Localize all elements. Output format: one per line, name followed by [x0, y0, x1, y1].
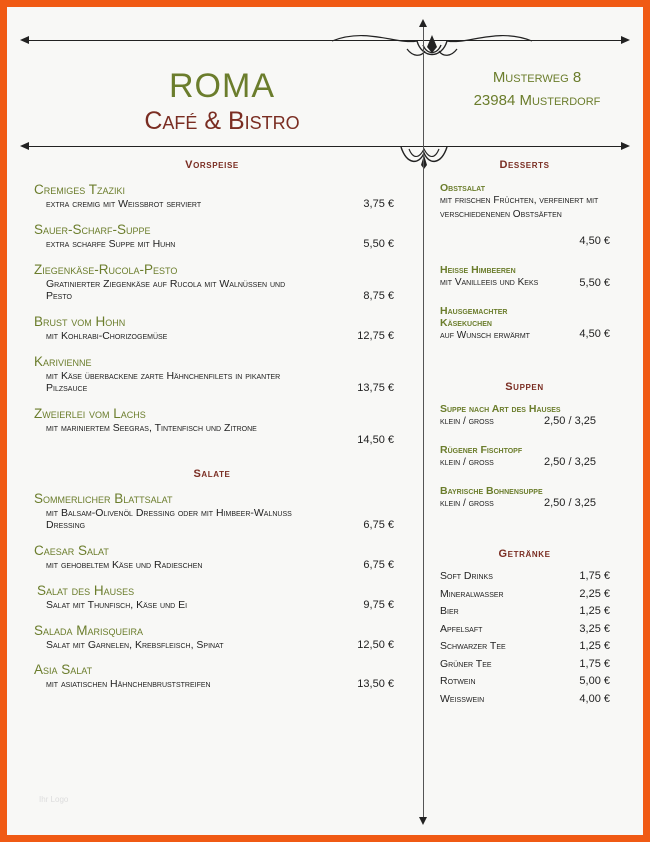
item-price: 5,50 € [579, 277, 610, 289]
menu-item [34, 406, 394, 446]
drink-price: 1,75 € [579, 570, 610, 582]
top-rule-right-arrow [621, 36, 630, 44]
item-price: 6,75 € [363, 559, 394, 571]
item-price: 13,75 € [357, 382, 394, 394]
menu-item [34, 182, 394, 210]
drink-name: Grüner Tee [440, 658, 492, 670]
mid-ornament-icon [397, 145, 451, 171]
address-street: Musterweg 8 [492, 69, 582, 86]
drink-item [440, 675, 610, 689]
size-prices: 2,50 / 3,25 [544, 497, 596, 509]
item-price: 12,75 € [357, 330, 394, 342]
mid-rule [25, 146, 625, 147]
item-price: 13,50 € [357, 678, 394, 690]
mid-rule-left-arrow [20, 142, 29, 150]
drink-item [440, 658, 610, 672]
menu-item [34, 354, 394, 394]
item-desc: mit frischen Früchten, verfeinert mit verschiedenenen Obstsäften [440, 195, 599, 220]
menu-page [7, 7, 643, 835]
top-ornament-icon [327, 31, 537, 65]
logo-placeholder: Ihr Logo [39, 795, 69, 804]
item-desc: Salat mit Thunfisch, Käse und Ei [46, 599, 188, 611]
menu-item [34, 314, 394, 342]
item-desc: mit Kohlrabi-Chorizogemüse [46, 330, 168, 342]
item-desc: mit mariniertem Seegras, Tintenfisch und Zitrone [46, 422, 257, 434]
drink-name: Weisswein [440, 693, 485, 705]
item-desc: mit asiatischen Hähnchenbruststreifen [46, 678, 211, 690]
drink-price: 4,00 € [579, 693, 610, 705]
soup-size-row [440, 497, 610, 510]
drink-item [440, 588, 610, 602]
menu-item [34, 623, 394, 651]
restaurant-subtitle: Café & Bistro [144, 107, 300, 135]
item-price: 3,75 € [363, 198, 394, 210]
item-name: Hausgemachter Käsekuchen [440, 305, 508, 329]
drink-item [440, 570, 610, 584]
menu-item [34, 222, 394, 250]
menu-item [34, 583, 394, 611]
drink-item [440, 693, 610, 707]
item-name: Cremiges Tzaziki [34, 182, 126, 197]
item-name: Caesar Salat [34, 543, 109, 558]
drink-name: Apfelsaft [440, 623, 483, 635]
drink-price: 3,25 € [579, 623, 610, 635]
divider-top-arrow-icon [419, 19, 427, 27]
soup-item [440, 444, 610, 469]
item-name: Sauer-Scharf-Suppe [34, 222, 151, 237]
restaurant-name: ROMA [169, 67, 275, 105]
item-price: 12,50 € [357, 639, 394, 651]
drink-name: Soft Drinks [440, 570, 493, 582]
menu-item [34, 491, 394, 531]
soup-item [440, 485, 610, 510]
item-name: Salat des Hauses [37, 583, 135, 598]
item-name: Rügener Fischtopf [440, 444, 523, 456]
item-desc: Salat mit Garnelen, Krebsfleisch, Spinat [46, 639, 224, 651]
size-label: klein / gross [440, 416, 494, 427]
drink-price: 1,25 € [579, 605, 610, 617]
item-name: Karivienne [34, 354, 92, 369]
drink-price: 1,75 € [579, 658, 610, 670]
dessert-item [440, 264, 610, 290]
item-name: Asia Salat [34, 662, 93, 677]
drink-item [440, 640, 610, 654]
item-desc: mit Vanilleeis und Keks [440, 277, 539, 288]
vorspeise-heading: Vorspeise [185, 159, 239, 171]
address-city: 23984 Musterdorf [473, 92, 601, 109]
drink-name: Schwarzer Tee [440, 640, 506, 652]
soup-size-row [440, 456, 610, 469]
item-desc: auf Wunsch erwärmt [440, 330, 530, 341]
size-label: klein / gross [440, 457, 494, 468]
item-name: Heisse Himbeeren [440, 264, 516, 276]
item-name: Bayrische Bohnensuppe [440, 485, 543, 497]
menu-item [34, 262, 394, 302]
item-name: Zweierlei vom Lachs [34, 406, 146, 421]
soup-size-row [440, 415, 610, 428]
item-name: Salada Marisqueira [34, 623, 144, 638]
salate-heading: Salate [193, 468, 231, 480]
item-name: Sommerlicher Blattsalat [34, 491, 173, 506]
item-price: 5,50 € [363, 238, 394, 250]
top-rule-left-arrow [20, 36, 29, 44]
drink-name: Mineralwasser [440, 588, 504, 600]
drink-price: 5,00 € [579, 675, 610, 687]
item-desc: extra scharfe Suppe mit Huhn [46, 238, 176, 250]
item-price: 8,75 € [363, 290, 394, 302]
divider-bottom-arrow-icon [419, 817, 427, 825]
column-divider [423, 25, 424, 821]
drink-name: Bier [440, 605, 459, 617]
item-desc: mit Balsam-Olivenöl Dressing oder mit Himbeer-Walnuss Dressing [46, 507, 292, 531]
drink-price: 1,25 € [579, 640, 610, 652]
drink-price: 2,25 € [579, 588, 610, 600]
item-price: 6,75 € [363, 519, 394, 531]
soup-item [440, 403, 610, 428]
item-name: Ziegenkäse-Rucola-Pesto [34, 262, 178, 277]
item-price: 14,50 € [357, 434, 394, 446]
menu-item [34, 662, 394, 690]
item-desc: extra cremig mit Weissbrot serviert [46, 198, 202, 210]
drink-name: Rotwein [440, 675, 476, 687]
drink-item [440, 623, 610, 637]
size-prices: 2,50 / 3,25 [544, 415, 596, 427]
size-label: klein / gross [440, 498, 494, 509]
desserts-heading: Desserts [499, 159, 550, 171]
getraenke-heading: Getränke [498, 548, 551, 560]
item-price: 4,50 € [579, 328, 610, 340]
drink-item [440, 605, 610, 619]
item-desc: Gratinierter Ziegenkäse auf Rucola mit Walnüssen und Pesto [46, 278, 286, 302]
item-desc: mit gehobeltem Käse und Radieschen [46, 559, 203, 571]
suppen-heading: Suppen [505, 381, 544, 393]
dessert-item [440, 305, 610, 343]
item-name: Obstsalat [440, 182, 485, 194]
item-name: Suppe nach Art des Hauses [440, 403, 561, 415]
mid-rule-right-arrow [621, 142, 630, 150]
item-name: Brust vom Hohn [34, 314, 126, 329]
item-price: 4,50 € [579, 235, 610, 247]
menu-item [34, 543, 394, 571]
size-prices: 2,50 / 3,25 [544, 456, 596, 468]
item-price: 9,75 € [363, 599, 394, 611]
item-desc: mit Käse überbackene zarte Hähnchenfilets in pikanter Pilzsauce [46, 370, 281, 394]
dessert-item [440, 182, 610, 247]
